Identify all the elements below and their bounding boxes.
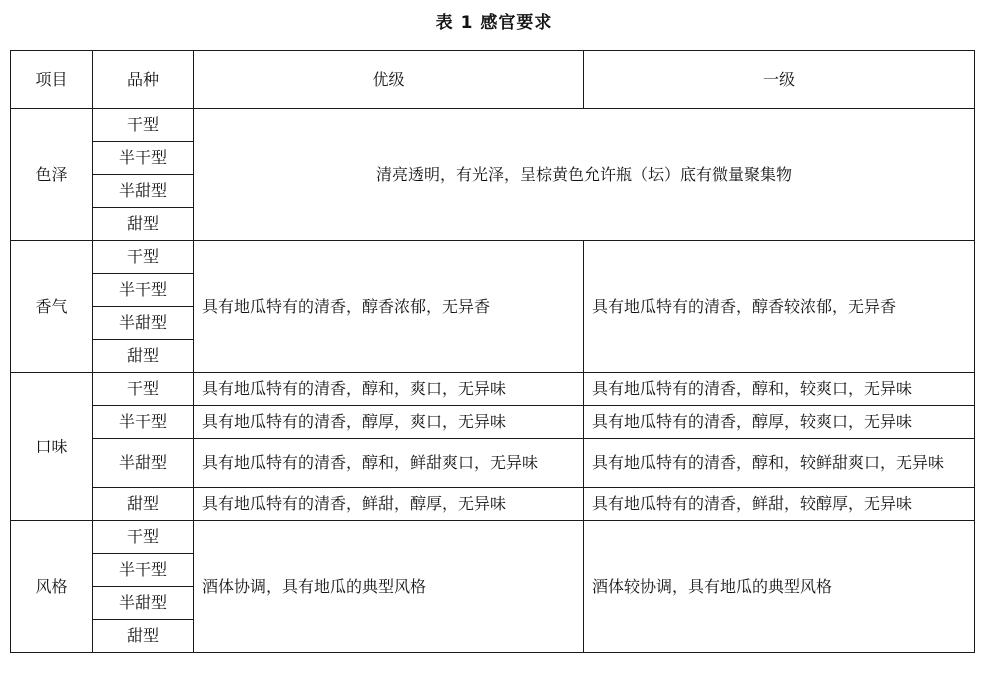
variety-cell: 甜型 <box>93 488 194 521</box>
header-item: 项目 <box>11 51 93 109</box>
header-row <box>11 51 975 109</box>
variety-cell: 甜型 <box>93 620 194 653</box>
table-row <box>11 109 975 142</box>
variety-cell: 半甜型 <box>93 587 194 620</box>
variety-cell: 干型 <box>93 241 194 274</box>
taste-first-cell: 具有地瓜特有的清香，醇厚，较爽口，无异味 <box>584 406 975 439</box>
variety-cell: 半干型 <box>93 406 194 439</box>
variety-cell: 半干型 <box>93 554 194 587</box>
aroma-superior-cell: 具有地瓜特有的清香，醇香浓郁，无异香 <box>194 241 584 373</box>
sensory-requirements-table <box>10 50 975 653</box>
variety-cell: 甜型 <box>93 208 194 241</box>
variety-cell: 干型 <box>93 109 194 142</box>
aroma-first-cell: 具有地瓜特有的清香，醇香较浓郁，无异香 <box>584 241 975 373</box>
variety-cell: 干型 <box>93 521 194 554</box>
variety-cell: 半干型 <box>93 142 194 175</box>
header-variety: 品种 <box>93 51 194 109</box>
style-first-cell: 酒体较协调，具有地瓜的典型风格 <box>584 521 975 653</box>
taste-superior-cell: 具有地瓜特有的清香，醇厚，爽口，无异味 <box>194 406 584 439</box>
taste-item-cell: 口味 <box>11 373 93 521</box>
table-row <box>11 241 975 274</box>
taste-superior-cell: 具有地瓜特有的清香，鲜甜，醇厚，无异味 <box>194 488 584 521</box>
variety-cell: 甜型 <box>93 340 194 373</box>
table-row <box>11 373 975 406</box>
variety-cell: 半干型 <box>93 274 194 307</box>
taste-superior-cell: 具有地瓜特有的清香，醇和，爽口，无异味 <box>194 373 584 406</box>
color-shared-cell: 清亮透明，有光泽，呈棕黄色允许瓶（坛）底有微量聚集物 <box>194 109 975 241</box>
variety-cell: 半甜型 <box>93 175 194 208</box>
style-item-cell: 风格 <box>11 521 93 653</box>
header-first: 一级 <box>584 51 975 109</box>
taste-first-cell: 具有地瓜特有的清香，醇和，较爽口，无异味 <box>584 373 975 406</box>
table-title: 表 1 感官要求 <box>435 13 553 33</box>
aroma-item-cell: 香气 <box>11 241 93 373</box>
header-superior: 优级 <box>194 51 584 109</box>
table-row <box>11 488 975 521</box>
variety-cell: 干型 <box>93 373 194 406</box>
table-row <box>11 521 975 554</box>
color-item-cell: 色泽 <box>11 109 93 241</box>
table-row <box>11 439 975 488</box>
taste-first-cell: 具有地瓜特有的清香，醇和，较鲜甜爽口，无异味 <box>584 439 975 488</box>
variety-cell: 半甜型 <box>93 307 194 340</box>
variety-cell: 半甜型 <box>93 439 194 488</box>
taste-superior-cell: 具有地瓜特有的清香，醇和，鲜甜爽口，无异味 <box>194 439 584 488</box>
table-row <box>11 406 975 439</box>
taste-first-cell: 具有地瓜特有的清香，鲜甜，较醇厚，无异味 <box>584 488 975 521</box>
style-superior-cell: 酒体协调，具有地瓜的典型风格 <box>194 521 584 653</box>
